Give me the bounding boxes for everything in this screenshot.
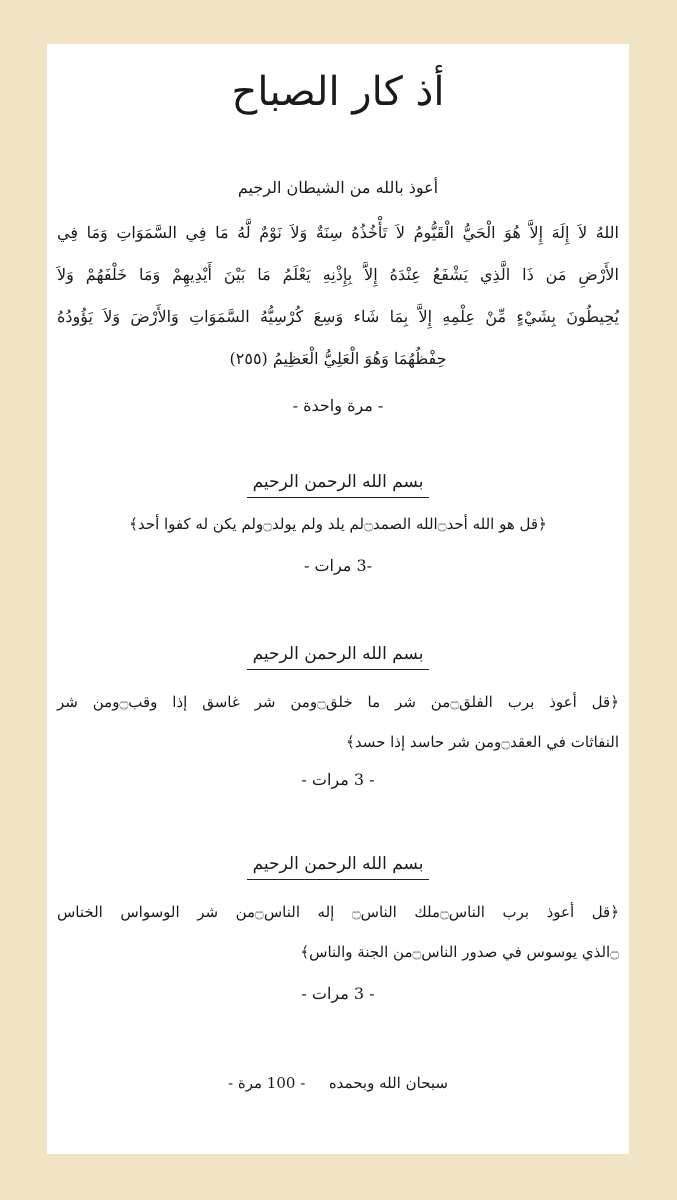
- tasbeeh-count: - 100 مرة -: [228, 1074, 306, 1092]
- falaq-count: - 3 مرات -: [301, 770, 375, 789]
- nas-count: - 3 مرات -: [301, 984, 375, 1003]
- basmala-ikhlas-text: بسم الله الرحمن الرحيم: [247, 470, 430, 498]
- document-page: [47, 44, 629, 1154]
- falaq-line-2: النفاثات في العقد۝ومن شر حاسد إذا حسد﴾: [346, 733, 619, 751]
- ayat-kursi-line-3: يُحِيطُونَ بِشَيْءٍ مِّنْ عِلْمِهِ إِلاَّ بِمَا شَاء وَسِعَ كُرْسِيُّهُ السَّمَوَاتِ وَالأَرْضَ وَلاَ يَؤُودُهُ: [57, 307, 619, 326]
- falaq-verse: [57, 682, 619, 762]
- isti3adha-line: [57, 176, 619, 200]
- basmala-falaq-text: بسم الله الرحمن الرحيم: [247, 642, 430, 670]
- isti3adha-text: أعوذ بالله من الشيطان الرجيم: [237, 178, 439, 197]
- nas-line-1: ﴿قل أعوذ برب الناس۝ملك الناس۝ إله الناس۝من شر الوسواس الخناس: [57, 903, 620, 921]
- ayat-kursi-count: - مرة واحدة -: [292, 396, 384, 415]
- ikhlas-line-1: ﴿قل هو الله أحد۝الله الصمد۝لم يلد ولم يولد۝ولم يكن له كفوا أحد﴾: [129, 515, 547, 533]
- falaq-line-1: ﴿قل أعوذ برب الفلق۝من شر ما خلق۝ومن شر غاسق إذا وقب۝ومن شر: [57, 693, 620, 711]
- nas-line-2: ۝الذي يوسوس في صدور الناس۝من الجنة والناس﴾: [300, 943, 619, 961]
- ikhlas-count: -3 مرات -: [303, 556, 373, 575]
- nas-verse: [57, 892, 619, 972]
- ikhlas-verse: [57, 510, 619, 538]
- tasbeeh-line: [47, 1074, 629, 1092]
- page-title: أذ كار الصباح: [231, 69, 445, 115]
- basmala-nas-text: بسم الله الرحمن الرحيم: [247, 852, 430, 880]
- ayat-kursi-line-4: حِفْظُهُمَا وَهُوَ الْعَلِيُّ الْعَظِيمُ (٢٥٥): [229, 349, 447, 368]
- ayat-kursi-verse: [57, 212, 619, 380]
- ayat-kursi-line-1: اللهُ لاَ إِلَهَ إِلاَّ هُوَ الْحَيُّ الْقَيُّومُ لاَ تَأْخُذُهُ سِنَةٌ وَلاَ نَوْمٌ لَّهُ مَا فِي السَّمَوَاتِ وَمَا فِي: [57, 223, 619, 242]
- ayat-kursi-line-2: الأَرْضِ مَن ذَا الَّذِي يَشْفَعُ عِنْدَهُ إِلاَّ بِإِذْنِهِ يَعْلَمُ مَا بَيْنَ أَيْدِيهِمْ وَمَا خَلْفَهُمْ وَلاَ: [57, 265, 619, 284]
- basmala-ikhlas: [47, 470, 629, 498]
- tasbeeh-text: سبحان الله وبحمده: [328, 1074, 448, 1092]
- basmala-nas: [47, 852, 629, 880]
- basmala-falaq: [47, 642, 629, 670]
